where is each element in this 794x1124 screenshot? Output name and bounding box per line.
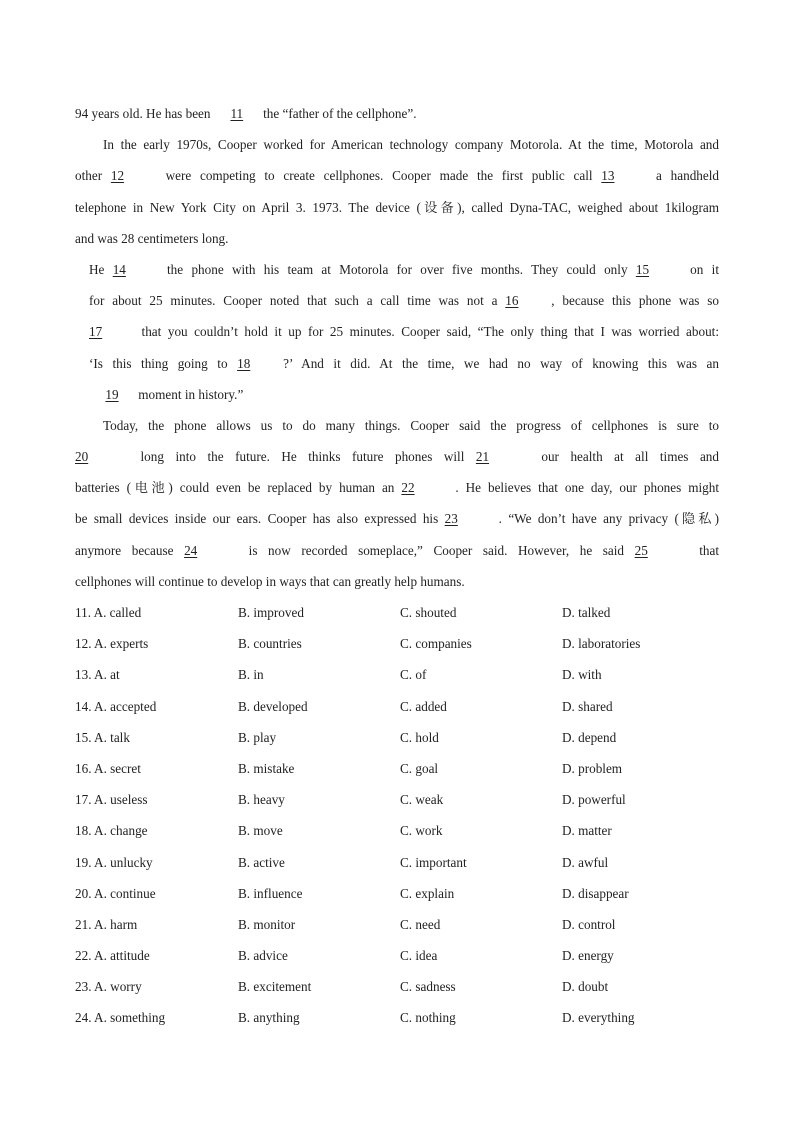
option-a: 17. A. useless — [75, 792, 148, 808]
passage-line: telephone in New York City on April 3. 1973. The device (设备), called Dyna-TAC, weighed about 1kilogram — [75, 199, 719, 215]
option-c: C. important — [400, 854, 467, 870]
option-c: C. companies — [400, 636, 472, 652]
option-c: C. weak — [400, 792, 444, 808]
option-c: C. explain — [400, 885, 455, 901]
blank-11: 11 — [230, 106, 244, 121]
option-a: 15. A. talk — [75, 729, 130, 745]
passage-line: 17 that you couldn’t hold it up for 25 minutes. Cooper said, “The only thing that I was worried about: — [75, 316, 719, 347]
passage-line: In the early 1970s, Cooper worked for American technology company Motorola. At the time, Motorola and — [103, 137, 719, 153]
option-a: 23. A. worry — [75, 979, 142, 995]
option-row-13 — [75, 659, 719, 690]
option-a: 18. A. change — [75, 823, 148, 839]
cloze-document — [75, 98, 719, 1034]
option-a: 12. A. experts — [75, 636, 149, 652]
passage-line: 20 long into the future. He thinks future phones will 21 our health at all times and — [75, 441, 719, 472]
passage-line: He 14 the phone with his team at Motorola for over five months. They could only 15 on it — [75, 254, 719, 285]
cloze-passage — [75, 98, 719, 597]
option-d: D. matter — [562, 823, 612, 839]
option-b: B. excitement — [238, 979, 312, 995]
option-d: D. powerful — [562, 792, 626, 808]
passage-line: batteries (电池) could even be replaced by human an 22 . He believes that one day, our phones might — [75, 472, 719, 503]
option-b: B. heavy — [238, 792, 285, 808]
option-d: D. talked — [562, 605, 611, 620]
blank-12: 12 — [110, 168, 125, 184]
option-row-19 — [75, 847, 719, 878]
option-c: C. need — [400, 916, 441, 932]
option-b: B. improved — [238, 605, 304, 620]
passage-line: and was 28 centimeters long. — [75, 230, 229, 246]
option-c: C. idea — [400, 948, 438, 964]
option-a: 11. A. called — [75, 605, 142, 620]
option-row-14 — [75, 691, 719, 722]
blank-13: 13 — [601, 168, 615, 184]
option-d: D. doubt — [562, 979, 609, 995]
option-row-20 — [75, 878, 719, 909]
passage-line: cellphones will continue to develop in ways that can greatly help humans. — [75, 573, 465, 589]
option-b: B. developed — [238, 698, 308, 714]
option-b: B. move — [238, 823, 283, 839]
option-c: C. sadness — [400, 979, 456, 995]
blank-21: 21 — [475, 449, 490, 465]
option-c: C. added — [400, 698, 447, 714]
passage-line: Today, the phone allows us to do many things. Cooper said the progress of cellphones is sure to — [103, 417, 719, 433]
blank-19: 19 — [105, 386, 119, 402]
option-a: 14. A. accepted — [75, 698, 157, 714]
option-row-16 — [75, 753, 719, 784]
option-d: D. problem — [562, 760, 623, 776]
blank-22: 22 — [401, 480, 415, 496]
option-row-23 — [75, 971, 719, 1002]
blank-16: 16 — [505, 293, 519, 309]
passage-line: 94 years old. He has been 11 the “father of the cellphone”. — [75, 98, 719, 129]
option-b: B. countries — [238, 636, 302, 652]
blank-23: 23 — [444, 511, 458, 527]
passage-line: ‘Is this thing going to 18 ?’ And it did. At the time, we had no way of knowing this was an — [75, 348, 719, 379]
passage-line: 19 moment in history.” — [75, 379, 719, 410]
option-a: 16. A. secret — [75, 760, 141, 776]
blank-20: 20 — [75, 449, 89, 465]
option-d: D. awful — [562, 854, 609, 870]
blank-24: 24 — [184, 542, 198, 558]
blank-14: 14 — [112, 261, 126, 277]
option-d: D. laboratories — [562, 636, 641, 652]
option-row-18 — [75, 815, 719, 846]
option-d: D. energy — [562, 948, 614, 964]
option-row-12 — [75, 628, 719, 659]
passage-line: anymore because 24 is now recorded someplace,” Cooper said. However, he said 25 that — [75, 535, 719, 566]
option-c: C. shouted — [400, 605, 457, 620]
option-d: D. depend — [562, 729, 617, 745]
option-c: C. goal — [400, 760, 439, 776]
option-c: C. of — [400, 667, 427, 683]
option-row-21 — [75, 909, 719, 940]
option-a: 20. A. continue — [75, 885, 156, 901]
option-b: B. advice — [238, 948, 288, 964]
blank-17: 17 — [89, 324, 103, 340]
passage-line: for about 25 minutes. Cooper noted that such a call time was not a 16 , because this phone was so — [75, 285, 719, 316]
option-b: B. mistake — [238, 760, 295, 776]
blank-15: 15 — [635, 261, 650, 277]
option-d: D. control — [562, 916, 616, 932]
option-c: C. nothing — [400, 1010, 456, 1026]
option-b: B. active — [238, 854, 285, 870]
option-c: C. work — [400, 823, 443, 839]
option-a: 13. A. at — [75, 667, 120, 683]
option-row-22 — [75, 940, 719, 971]
option-b: B. monitor — [238, 916, 296, 932]
passage-line: be small devices inside our ears. Cooper has also expressed his 23 . “We don’t have any privacy (隐私) — [75, 503, 719, 534]
option-d: D. disappear — [562, 885, 629, 901]
option-row-24 — [75, 1002, 719, 1033]
option-row-11 — [75, 597, 719, 628]
options-list — [75, 597, 719, 1034]
option-d: D. everything — [562, 1010, 635, 1026]
option-row-15 — [75, 722, 719, 753]
blank-18: 18 — [237, 355, 251, 371]
option-a: 19. A. unlucky — [75, 854, 153, 870]
passage-line: other 12 were competing to create cellphones. Cooper made the first public call 13 a handheld — [75, 160, 719, 191]
option-c: C. hold — [400, 729, 439, 745]
option-d: D. with — [562, 667, 602, 683]
option-b: B. anything — [238, 1010, 300, 1026]
option-b: B. in — [238, 667, 264, 683]
option-d: D. shared — [562, 698, 613, 714]
option-a: 24. A. something — [75, 1010, 166, 1026]
option-row-17 — [75, 784, 719, 815]
option-b: B. play — [238, 729, 277, 745]
option-b: B. influence — [238, 885, 303, 901]
blank-25: 25 — [634, 542, 648, 558]
option-a: 21. A. harm — [75, 916, 138, 932]
option-a: 22. A. attitude — [75, 948, 150, 964]
